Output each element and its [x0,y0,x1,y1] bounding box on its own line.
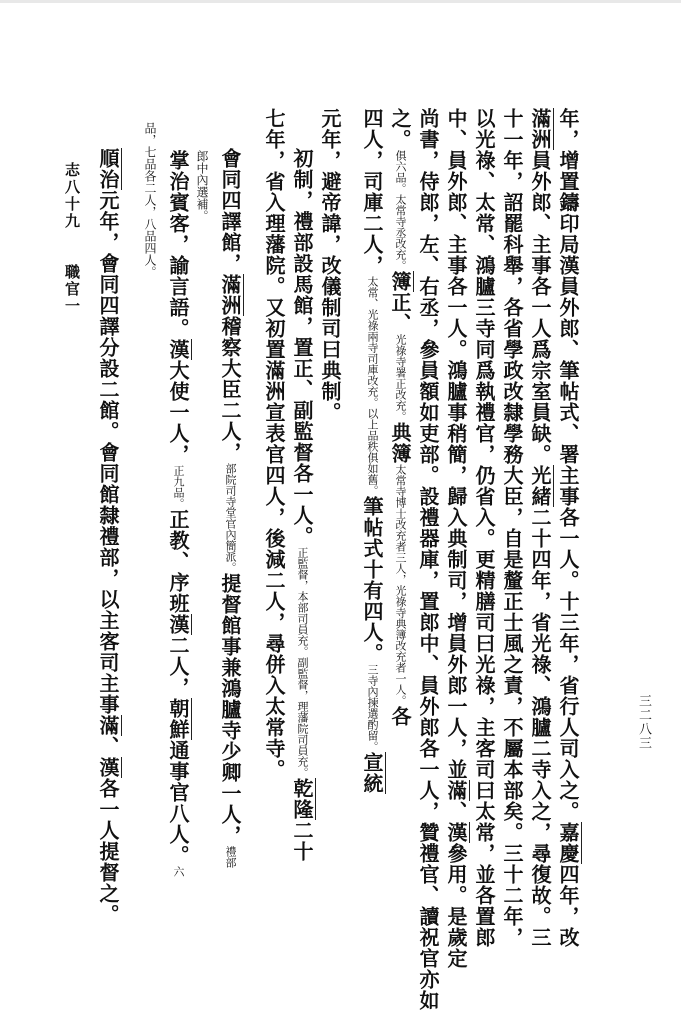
proper-noun-mark: 滿 [96,715,120,736]
column-text: 七年，省入理藩院。又初置滿洲宣表官四人，後減二人，尋併入太常寺。 [262,108,286,780]
column-text: 、 [444,801,468,822]
note-column [196,150,208,222]
annotation-note: 太常寺博士改充者三人，光祿寺典簿改充者一人。 [394,464,407,706]
column-text: 尚書，侍郎，左、右丞，參員額如吏部。設禮器庫，置郎中、員外郎各一人，贊禮官、讀祝官亦如 [416,108,440,1011]
column-text: 二人， [166,635,190,698]
column-text: 品，七品各二人，八品四人。 [143,122,157,278]
column-text: 參用。是歲定 [444,843,468,969]
text-column [558,108,578,948]
annotation-note: 部院司寺堂官內簡派。 [224,463,237,573]
proper-noun-mark: 漢 [166,614,190,635]
annotation-note: 禮部 [224,846,237,868]
column-text: 中、員外郎、主事各一人。鴻臚事稍簡，歸入典制司，增員外郎一人，並 [444,108,468,780]
text-column [418,108,438,1011]
column-text: 郎中內選補。 [195,150,209,222]
proper-noun-mark: 漢 [444,822,468,843]
column-text: 元年，會同四譯分設二館。會同館隸禮部，以主客司主事 [96,190,120,715]
annotation-note: 俱六品。太常寺丞改充。 [394,150,407,271]
column-text: 大使一人， [166,360,190,465]
column-text: 年，增置鑄印局漢員外郎、筆帖式、署主事各一人。十三年，省行人司入之。 [556,108,580,822]
column-text: 四年，改 [556,864,580,948]
column-text: 典簿 [388,422,412,464]
column-text: 各一人提督之。 [96,778,120,925]
column-text: 各 [388,706,412,727]
proper-noun-mark: 順治 [96,148,120,190]
column-text: 四人，司庫二人， [360,108,384,276]
text-column [220,148,240,868]
column-text: 以光祿、太常、鴻臚三寺同爲執禮官，仍省入。更精膳司曰光祿，主客司曰太常，並各置郎 [472,108,496,948]
column-text: 十一年，詔罷科舉，各省學政改隸學務大臣，自是釐正士風之責，不屬本部矣。三十二年， [500,108,524,948]
annotation-note: 正九品。 [172,465,185,509]
text-column [264,108,284,780]
column-text: 通事官八人。 [166,740,190,866]
column-text: 會同四譯館， [218,148,242,274]
column-text: 二十四年，省光祿、鴻臚二寺入之，尋復故。三 [528,507,552,948]
text-column [98,148,118,925]
proper-noun-mark: 滿洲 [528,108,552,150]
column-text: 元年，避帝諱，改儀制司曰典制。 [318,108,342,423]
proper-noun-mark: 朝鮮 [166,698,190,740]
annotation-note: 三寺內揀選酌留。 [366,664,379,752]
column-text: 稽察大臣二人， [218,316,242,463]
text-column [502,108,522,948]
proper-noun-mark: 滿 [444,780,468,801]
column-text: 正教、序班 [166,509,190,614]
column-text: 初制，禮部設馬館，置正、副監督各一人。 [290,148,314,547]
proper-noun-mark: 漢 [166,339,190,360]
text-column [474,108,494,948]
text-column [362,108,382,794]
annotation-note: 六 [172,866,185,877]
column-text: 筆帖式十有四人。 [360,496,384,664]
column-text: 提督館事兼鴻臚寺少卿一人， [218,573,242,846]
column-text: 二十 [290,820,314,862]
annotation-note: 太常、光祿兩寺司庫改充。以上品秩俱如舊。 [366,276,379,496]
running-head: 志八十九 職官一 [63,162,81,315]
page-number: 三二八三 [636,694,651,750]
proper-noun-mark: 漢 [96,757,120,778]
text-column [292,148,312,862]
proper-noun-mark: 宣統 [360,752,384,794]
column-text: 掌治賓客，諭言語。 [166,150,190,339]
note-column [144,122,156,278]
proper-noun-mark: 乾隆 [290,778,314,820]
proper-noun-mark: 光緒 [528,465,552,507]
text-column [446,108,466,969]
proper-noun-mark: 嘉慶 [556,822,580,864]
column-text: 員外郎、主事各一人爲宗室員缺。 [528,150,552,465]
text-column [530,108,550,948]
text-column [320,108,340,423]
text-column [390,108,410,727]
column-text: 正、 [388,292,412,334]
annotation-note: 光祿寺署正改充。 [394,334,407,422]
scan-edge [0,0,681,3]
annotation-note: 正監督，本部司員充。副監督，理藩院司員充。 [296,547,309,778]
column-text: 、 [96,736,120,757]
text-column [168,150,188,877]
proper-noun-mark: 滿洲 [218,274,242,316]
column-text: 之。 [388,108,412,150]
proper-noun-mark: 簿 [388,271,412,292]
